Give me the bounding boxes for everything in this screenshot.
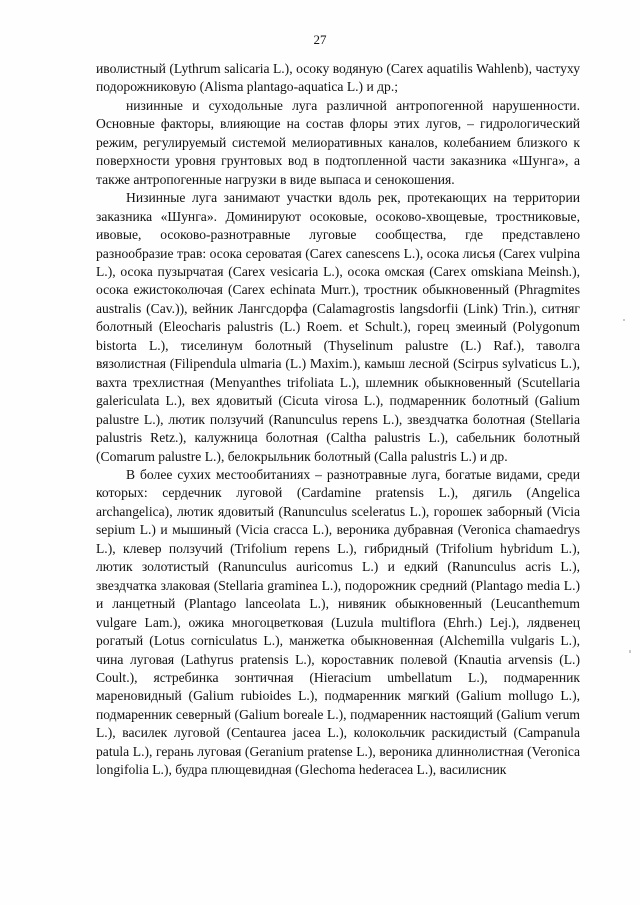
scan-speck bbox=[623, 319, 625, 321]
paragraph-meadow-types: низинные и суходольные луга различной антропогенной нарушенности. Основные факторы, влияющие на состав флоры этих лугов, – гидрологический режим, регулируемый системой мелиоративных каналов, колебанием близкого к поверхности уровня грунтовых вод в подтопленной части заказника «Шунга», а также антропогенные нагрузки в виде выпаса и сенокошения. bbox=[96, 97, 580, 187]
paragraph-dry-meadows: В более сухих местообитаниях – разнотравные луга, богатые видами, среди которых: сердечник луговой (Cardamine pratensis L.), дягиль (Angelica archangelica), лютик ядовитый (Ranunculus sceleratus L.), горошек заборный (Vicia sepium L.) и мышиный (Vicia cracca L.), вероника дубравная (Veronica chamaedrys L.), клевер ползучий (Trifolium repens L.), гибридный (Trifolium hybridum L.), лютик золотистый (Ranunculus auricomus L.) и едкий (Ranunculus acris L.), звездчатка злаковая (Stellaria graminea L.), подорожник средний (Plantago media L.) и ланцетный (Plantago lanceolata L.), нивяник обыкновенный (Leucanthemum vulgare Lam.), ожика многоцветковая (Luzula multiflora (Ehrh.) Lej.), лядвенец рогатый (Lotus corniculatus L.), манжетка обыкновенная (Alchemilla vulgaris L.), чина луговая (Lathyrus pratensis L.), короставник полевой (Knautia arvensis (L.) Coult.), ястребинка зонтичная (Hieracium umbellatum L.), подмаренник мареновидный (Galium rubioides L.), подмаренник мягкий (Galium mollugo L.), подмаренник северный (Galium boreale L.), подмаренник настоящий (Galium verum L.), василек луговой (Centaurea jacea L.), колокольчик раскидистый (Campanula patula L.), герань луговая (Geranium pratense L.), вероника длиннолистная (Veronica longifolia L.), будра плющевидная (Glechoma hederacea L.), василисник bbox=[96, 466, 580, 778]
paragraph-lowland-meadows: Низинные луга занимают участки вдоль рек, протекающих на территории заказника «Шунга». Доминируют осоковые, осоково-хвощевые, тростниковые, ивовые, осоково-разнотравные луговые сообщества, где представлено разнообразие трав: осока сероватая (Carex canescens L.), осока лисья (Carex vulpina L.), осока пузырчатая (Carex vesicaria L.), осока омская (Carex omskiana Meinsh.), осока ежистоколючая (Carex echinata Murr.), тростник обыкновенный (Phragmites australis (Cav.)), вейник Лангсдорфа (Calamagrostis langsdorfii (Link) Trin.), ситняг болотный (Eleocharis palustris (L.) Roem. et Schult.), горец змеиный (Polygonum bistorta L.), тиселинум болотный (Thyselinum palustre (L.) Raf.), таволга вязолистная (Filipendula ulmaria (L.) Maxim.), камыш лесной (Scirpus sylvaticus L.), вахта трехлистная (Menyanthes trifoliata L.), шлемник обыкновенный (Scutellaria galericulata L.), вех ядовитый (Cicuta virosa L.), подмаренник болотный (Galium palustre L.), лютик ползучий (Ranunculus repens L.), звездчатка болотная (Stellaria palustris Retz.), калужница болотная (Caltha palustris L.), сабельник болотный (Comarum palustre L.), белокрыльник болотный (Calla palustris L.) и др. bbox=[96, 190, 580, 464]
scan-speck bbox=[629, 650, 631, 653]
body-text bbox=[96, 60, 580, 780]
paragraph-continuation: иволистный (Lythrum salicaria L.), осоку водяную (Carex aquatilis Wahlenb), частуху подорожниковую (Alisma plantago-aquatica L.) и др.; bbox=[96, 61, 580, 95]
page-number: 27 bbox=[313, 32, 327, 47]
